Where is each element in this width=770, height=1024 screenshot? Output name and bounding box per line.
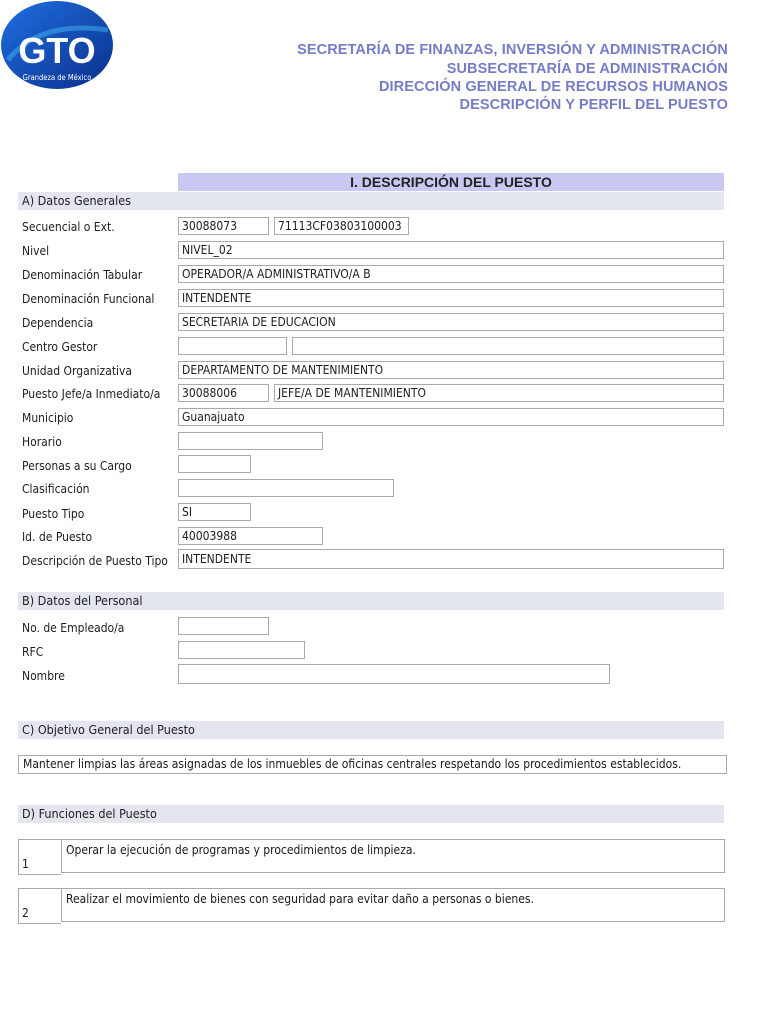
unidad-organizativa-field[interactable]: DEPARTAMENTO DE MANTENIMIENTO: [178, 361, 724, 379]
header-line-2: SUBSECRETARÍA DE ADMINISTRACIÓN: [446, 61, 728, 77]
puesto-jefe-name-field[interactable]: JEFE/A DE MANTENIMIENTO: [274, 384, 724, 402]
denominacion-funcional-field[interactable]: INTENDENTE: [178, 289, 724, 307]
label-dependencia: Dependencia: [22, 316, 94, 330]
nombre-field[interactable]: [178, 664, 610, 684]
section-a-heading: A) Datos Generales: [18, 192, 724, 210]
label-secuencial: Secuencial o Ext.: [22, 220, 115, 234]
label-horario: Horario: [22, 435, 62, 449]
label-no-empleado: No. de Empleado/a: [22, 621, 125, 635]
label-nivel: Nivel: [22, 244, 50, 258]
section-title-bar: I. DESCRIPCIÓN DEL PUESTO: [178, 173, 724, 191]
label-id-puesto: Id. de Puesto: [22, 530, 93, 544]
funcion-text[interactable]: Realizar el movimiento de bienes con seguridad para evitar daño a personas o bienes.: [61, 888, 725, 922]
label-denominacion-funcional: Denominación Funcional: [22, 292, 155, 306]
logo-tagline: Grandeza de México: [22, 73, 92, 82]
objetivo-general-text[interactable]: Mantener limpias las áreas asignadas de los inmuebles de oficinas centrales respetando los procedimientos establecidos.: [18, 755, 727, 774]
nivel-field[interactable]: NIVEL_02: [178, 241, 724, 259]
header-line-1: SECRETARÍA DE FINANZAS, INVERSIÓN Y ADMINISTRACIÓN: [297, 42, 728, 58]
label-centro-gestor: Centro Gestor: [22, 340, 98, 354]
puesto-tipo-field[interactable]: SI: [178, 503, 251, 521]
centro-gestor-field[interactable]: [178, 337, 287, 355]
gto-logo: [0, 0, 114, 90]
label-unidad-organizativa: Unidad Organizativa: [22, 364, 133, 378]
label-descripcion-puesto-tipo: Descripción de Puesto Tipo: [22, 554, 168, 568]
funcion-text[interactable]: Operar la ejecución de programas y procedimientos de limpieza.: [61, 839, 725, 873]
label-nombre: Nombre: [22, 669, 65, 683]
section-d-heading: D) Funciones del Puesto: [18, 805, 724, 823]
puesto-jefe-id-field[interactable]: 30088006: [178, 384, 269, 402]
personas-cargo-field[interactable]: [178, 455, 251, 473]
funcion-number: 1: [18, 839, 61, 875]
clasificacion-field[interactable]: [178, 479, 394, 497]
dependencia-field[interactable]: SECRETARIA DE EDUCACION: [178, 313, 724, 331]
label-puesto-jefe: Puesto Jefe/a Inmediato/a: [22, 387, 161, 401]
label-clasificacion: Clasificación: [22, 482, 90, 496]
label-personas-cargo: Personas a su Cargo: [22, 459, 132, 473]
header-line-3: DIRECCIÓN GENERAL DE RECURSOS HUMANOS: [378, 79, 728, 95]
horario-field[interactable]: [178, 432, 323, 450]
section-c-heading: C) Objetivo General del Puesto: [18, 721, 724, 739]
section-b-heading: B) Datos del Personal: [18, 592, 724, 610]
denominacion-tabular-field[interactable]: OPERADOR/A ADMINISTRATIVO/A B: [178, 265, 724, 283]
ext-field[interactable]: 71113CF03803100003: [274, 217, 409, 235]
label-municipio: Municipio: [22, 411, 74, 425]
municipio-field[interactable]: Guanajuato: [178, 408, 724, 426]
label-denominacion-tabular: Denominación Tabular: [22, 268, 143, 282]
centro-gestor-desc-field[interactable]: [292, 337, 724, 355]
header-line-4: DESCRIPCIÓN Y PERFIL DEL PUESTO: [459, 97, 728, 113]
label-puesto-tipo: Puesto Tipo: [22, 507, 85, 521]
no-empleado-field[interactable]: [178, 617, 269, 635]
funcion-number: 2: [18, 888, 61, 924]
label-rfc: RFC: [22, 645, 44, 659]
id-puesto-field[interactable]: 40003988: [178, 527, 323, 545]
logo-text: GTO: [18, 30, 96, 71]
descripcion-puesto-tipo-field[interactable]: INTENDENTE: [178, 549, 724, 569]
secuencial-field[interactable]: 30088073: [178, 217, 269, 235]
rfc-field[interactable]: [178, 641, 305, 659]
